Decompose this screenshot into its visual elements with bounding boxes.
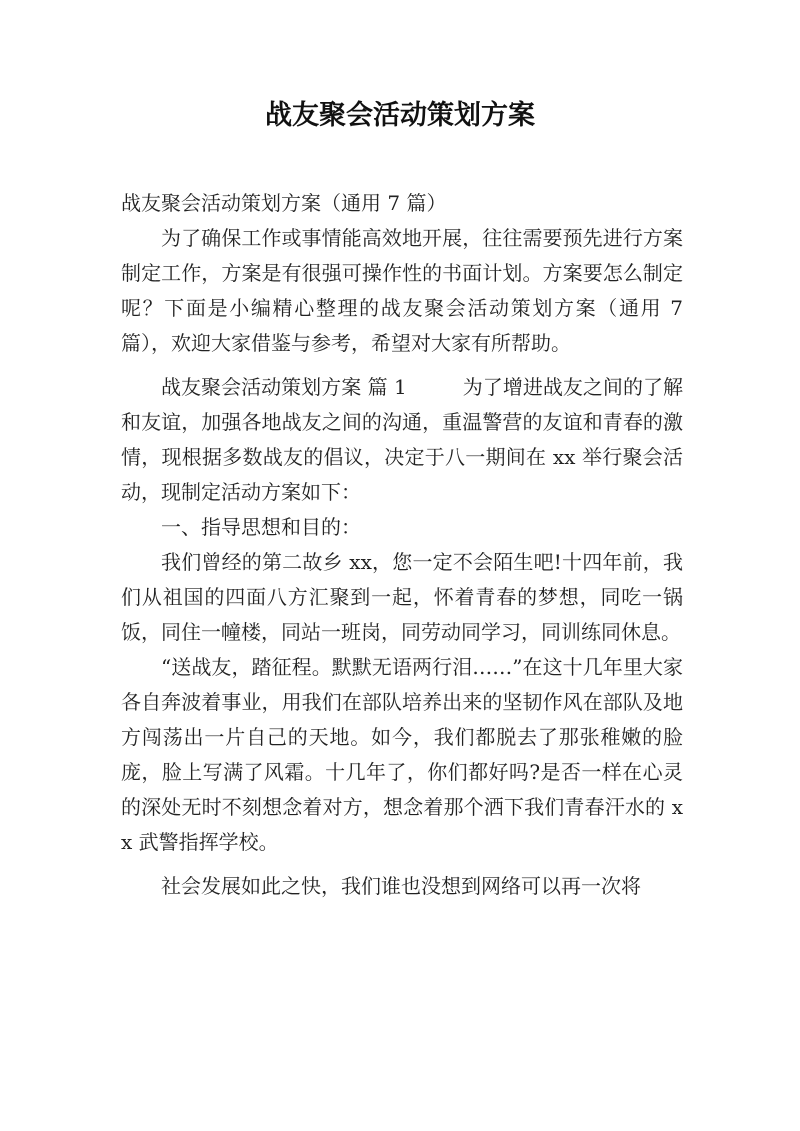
part-1-heading: 一、指导思想和目的： — [161, 515, 361, 539]
section-1-text: 为了增进战友之间的了解和友谊，加强各地战友之间的沟通，重温警营的友谊和青春的激情，现根据多数战友的倡议，决定于八一期间在 xx 举行聚会活动，现制定活动方案如下： — [121, 375, 684, 504]
intro-paragraph: 为了确保工作或事情能高效地开展，往往需要预先进行方案制定工作，方案是有很强可操作性的书面计划。方案要怎么制定呢？下面是小编精心整理的战友聚会活动策划方案（通用 7 篇），欢迎大家借鉴与参考，希望对大家有所帮助。 — [121, 226, 683, 355]
section-1-heading: 战友聚会活动策划方案 篇 1 — [161, 375, 407, 399]
document-body — [121, 186, 683, 904]
section-1-paragraph — [121, 370, 683, 510]
paragraph-3: 社会发展如此之快，我们谁也没想到网络可以再一次将 — [161, 874, 641, 898]
document-subtitle: 战友聚会活动策划方案（通用 7 篇） — [121, 191, 447, 215]
paragraph-2: “送战友，踏征程。默默无语两行泪……”在这十几年里大家各自奔波着事业，用我们在部队培养出来的坚韧作风在部队及地方闯荡出一片自己的天地。如今，我们都脱去了那张稚嫩的脸庞，脸上写满了风霜。十几年了，你们都好吗?是否一样在心灵的深处无时不刻想念着对方，想念着那个洒下我们青春汗水的 xx 武警指挥学校。 — [121, 655, 683, 854]
document-title: 战友聚会活动策划方案 — [265, 100, 535, 131]
paragraph-1: 我们曾经的第二故乡 xx，您一定不会陌生吧!十四年前，我们从祖国的四面八方汇聚到一起，怀着青春的梦想，同吃一锅饭，同住一幢楼，同站一班岗，同劳动同学习，同训练同休息。 — [121, 550, 683, 644]
